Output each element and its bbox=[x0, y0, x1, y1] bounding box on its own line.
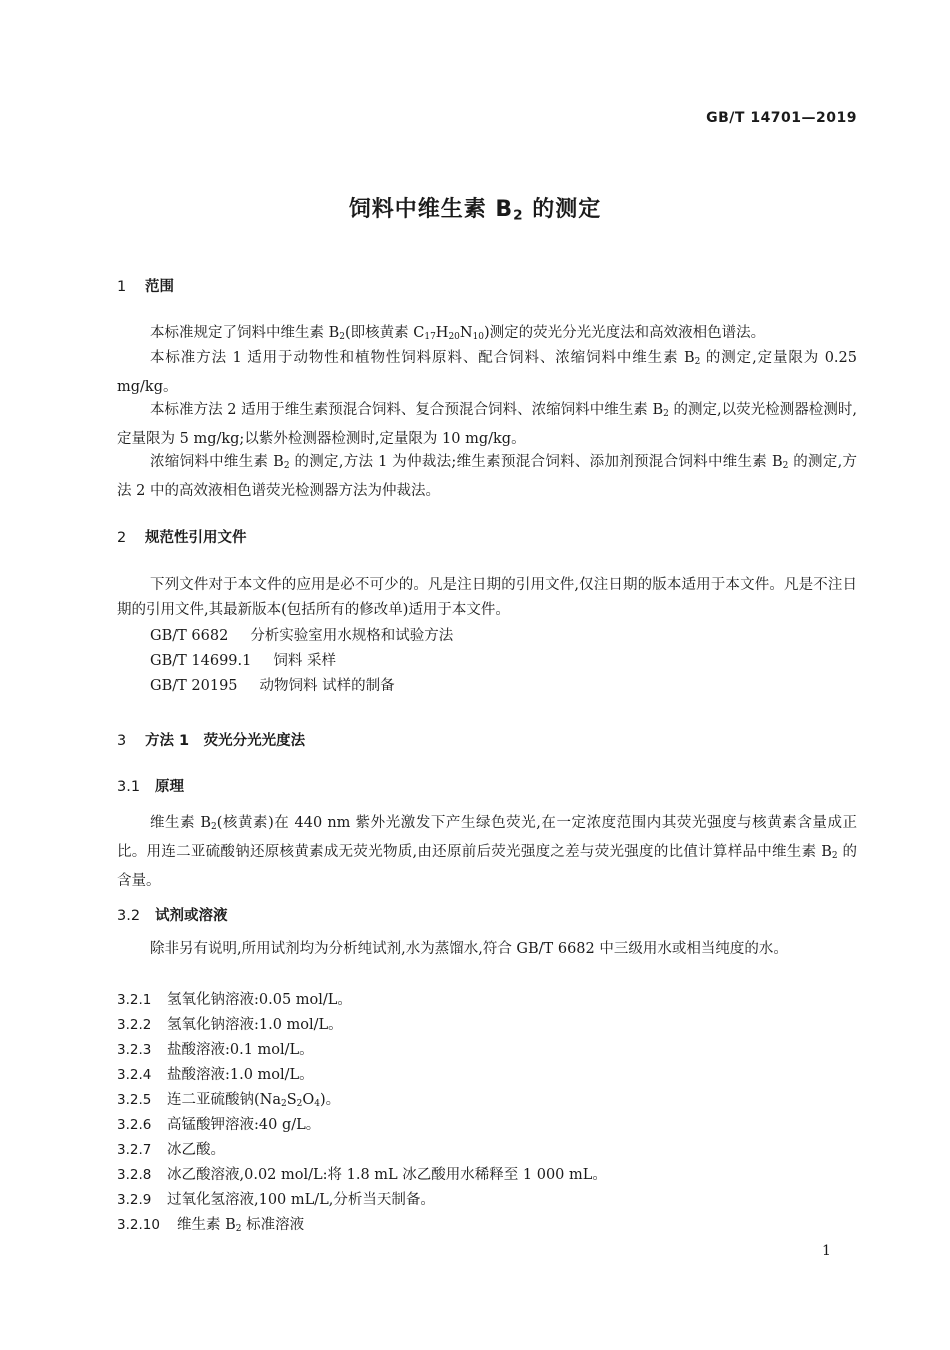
title-text: 饲料中维生素 B bbox=[348, 197, 514, 222]
title-subscript: 2 bbox=[513, 207, 524, 224]
section-1-paragraph-4: 浓缩饲料中维生素 $B_2$ 的测定,方法 1 为仲裁法;维生素预混合饲料、添加剂预混合饲料中维生素 $B_2$ 的测定,方法 2 中的高效液相色谱荧光检测器方法为仲裁法。 bbox=[117, 454, 858, 500]
section-2-intro: 下列文件对于本文件的应用是必不可少的。凡是注日期的引用文件,仅注日期的版本适用于本文件。凡是不注日期的引用文件,其最新版本(包括所有的修改单)适用于本文件。 bbox=[117, 577, 857, 618]
section-1-paragraph-1: 本标准规定了饲料中维生素 $B_2$(即核黄素 $C_{17}H_{20}N_{10}$)测定的荧光分光光度法和高效液相色谱法。 bbox=[150, 325, 766, 343]
reagent-item: 3.2.2 氢氧化钠溶液:1.0 mol/L。 bbox=[117, 1017, 343, 1033]
section-3-1-paragraph: 维生素 $B_2$(核黄素)在 440 nm 紫外光激发下产生绿色荧光,在一定浓度范围内其荧光强度与核黄素含量成正比。用连二亚硫酸钠还原核黄素成无荧光物质,由还原前后荧光强度之差与荧光强度的比值计算样品中维生素 $B_2$ 的含量。 bbox=[117, 815, 857, 890]
section-title: 范围 bbox=[145, 279, 174, 295]
reagent-item: 3.2.1 氢氧化钠溶液:0.05 mol/L。 bbox=[117, 992, 352, 1008]
section-3-1-heading bbox=[117, 775, 184, 796]
section-3-heading bbox=[117, 729, 305, 750]
section-2-heading bbox=[117, 526, 247, 547]
section-number: 3.2 bbox=[117, 908, 141, 924]
section-number: 3.1 bbox=[117, 779, 141, 795]
reagent-item: 3.2.7 冰乙酸。 bbox=[117, 1142, 225, 1158]
section-number: 2 bbox=[117, 530, 127, 546]
reference-item: GB/T 20195 动物饲料 试样的制备 bbox=[150, 678, 395, 694]
reagent-item: 3.2.4 盐酸溶液:1.0 mol/L。 bbox=[117, 1067, 314, 1083]
section-3-2-heading bbox=[117, 904, 228, 925]
section-3-2-intro: 除非另有说明,所用试剂均为分析纯试剂,水为蒸馏水,符合 GB/T 6682 中三级用水或相当纯度的水。 bbox=[150, 941, 788, 957]
title-text-end: 的测定 bbox=[523, 197, 602, 222]
reference-item: GB/T 14699.1 饲料 采样 bbox=[150, 653, 336, 669]
section-title: 原理 bbox=[155, 779, 184, 795]
section-title: 规范性引用文件 bbox=[145, 530, 247, 546]
section-title: 试剂或溶液 bbox=[155, 908, 228, 924]
reagent-item: 3.2.6 高锰酸钾溶液:40 g/L。 bbox=[117, 1117, 321, 1133]
page-number: 1 bbox=[822, 1243, 831, 1259]
standard-code: GB/T 14701—2019 bbox=[706, 110, 857, 126]
section-title: 方法 1 荧光分光光度法 bbox=[145, 733, 306, 749]
reagent-item: 3.2.5 连二亚硫酸钠$(Na_2S_2O_4)$。 bbox=[117, 1092, 341, 1110]
reference-item: GB/T 6682 分析实验室用水规格和试验方法 bbox=[150, 628, 454, 644]
section-number: 3 bbox=[117, 733, 127, 749]
section-1-heading bbox=[117, 275, 174, 296]
document-title bbox=[0, 192, 950, 223]
section-1-paragraph-2: 本标准方法 1 适用于动物性和植物性饲料原料、配合饲料、浓缩饲料中维生素 $B_2$ 的测定,定量限为 0.25 mg/kg。 bbox=[117, 350, 857, 396]
reagent-item: 3.2.9 过氧化氢溶液,100 mL/L,分析当天制备。 bbox=[117, 1192, 435, 1208]
reagent-item: 3.2.8 冰乙酸溶液,0.02 mol/L:将 1.8 mL 冰乙酸用水稀释至 1 000 mL。 bbox=[117, 1167, 607, 1183]
reagent-item: 3.2.10 维生素 $B_2$ 标准溶液 bbox=[117, 1217, 305, 1235]
section-1-paragraph-3: 本标准方法 2 适用于维生素预混合饲料、复合预混合饲料、浓缩饲料中维生素 $B_2$ 的测定,以荧光检测器检测时,定量限为 5 mg/kg;以紫外检测器检测时,定量限为 10 mg/kg。 bbox=[117, 402, 857, 448]
section-number: 1 bbox=[117, 279, 127, 295]
reagent-item: 3.2.3 盐酸溶液:0.1 mol/L。 bbox=[117, 1042, 314, 1058]
